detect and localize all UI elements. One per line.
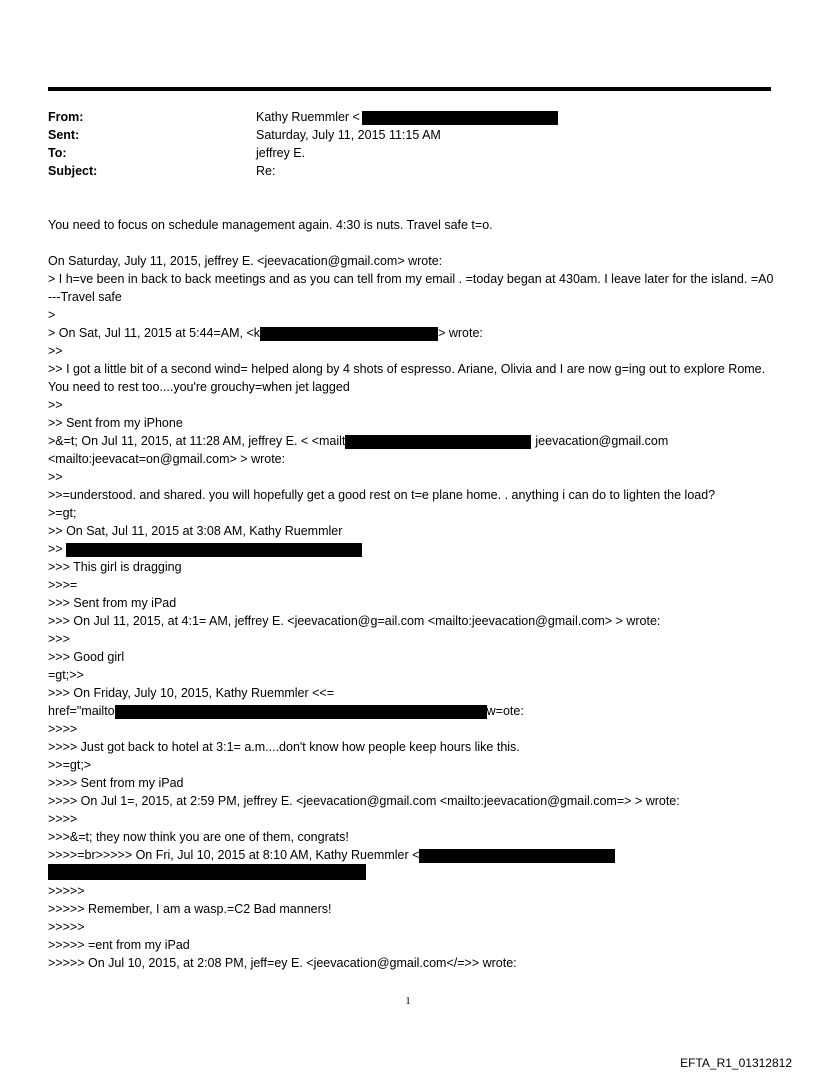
redaction-bar [260,327,438,341]
body-line: >>>&=t; they now think you are one of them, congrats! [48,830,349,844]
body-line: >>> [48,632,70,646]
subject-label: Subject: [48,164,98,178]
body-line: >=gt; [48,506,77,520]
body-line: >>> Good girl [48,650,125,664]
body-line: You need to focus on schedule management again. 4:30 is nuts. Travel safe t=o. [48,218,493,232]
body-line: >> On Sat, Jul 11, 2015 at 3:08 AM, Kathy Ruemmler [48,524,343,538]
body-line: >>>= [48,578,78,592]
bates-number: EFTA_R1_01312812 [680,1056,792,1070]
redaction-bar [66,543,362,557]
body-line: >>>> On Jul 1=, 2015, at 2:59 PM, jeffrey E. <jeevacation@gmail.com <mailto:jeevacation@gmail.com=> > wrote: [48,794,680,808]
body-line: >>> On Jul 11, 2015, at 4:1= AM, jeffrey E. <jeevacation@g=ail.com <mailto:jeevacation@gmail.com> > wrote: [48,614,661,628]
sent-label: Sent: [48,128,80,142]
to-label: To: [48,146,67,160]
body-line: >>>> Just got back to hotel at 3:1= a.m....don't know how people keep hours like this. [48,740,520,754]
body-line: >> [48,470,63,484]
body-text: > wrote: [438,326,483,340]
body-line: >> [48,398,63,412]
body-line: >>>>> [48,884,85,898]
body-line: =gt;>> [48,668,84,682]
body-line: >>> Sent from my iPad [48,596,177,610]
body-line: >>>> [48,812,78,826]
body-line [48,702,778,720]
body-line [48,540,778,558]
redaction-bar [362,111,558,125]
body-line: >> I got a little bit of a second wind= helped along by 4 shots of espresso. Ariane, Olivia and I are now g=ing out to explore Rome. You need to rest too....you're grouchy=when jet lagged [48,362,766,394]
body-line [48,324,778,342]
to-value: jeffrey E. [256,146,306,160]
email-body [48,216,778,972]
body-line: >>>> [48,722,78,736]
body-line: >>> On Friday, July 10, 2015, Kathy Ruemmler <<= [48,686,335,700]
body-line: >>=gt;> [48,758,92,772]
header-rule [48,87,771,91]
body-line: >>>>> Remember, I am a wasp.=C2 Bad manners! [48,902,332,916]
body-text: href="mailto [48,704,115,718]
subject-value: Re: [256,164,276,178]
body-line: <mailto:jeevacat=on@gmail.com> > wrote: [48,452,286,466]
body-text: > On Sat, Jul 11, 2015 at 5:44=AM, <k [48,326,261,340]
body-line: >>>>> [48,920,85,934]
sent-value: Saturday, July 11, 2015 11:15 AM [256,128,441,142]
body-line: On Saturday, July 11, 2015, jeffrey E. <jeevacation@gmail.com> wrote: [48,254,443,268]
body-line: >> [48,344,63,358]
page-number: 1 [405,995,411,1007]
body-line: >>>>> =ent from my iPad [48,938,190,952]
body-text: >&=t; On Jul 11, 2015, at 11:28 AM, jeffrey E. < <mailt [48,434,346,448]
from-value [256,108,558,126]
body-text: jeevacation@gmail.com [535,434,669,448]
body-text: >>>>=br>>>>> On Fri, Jul 10, 2015 at 8:10 AM, Kathy Ruemmler < [48,848,420,862]
body-line [48,846,778,864]
body-line: >>> This girl is dragging [48,560,182,574]
body-line [48,864,778,882]
from-name: Kathy Ruemmler < [256,110,360,124]
redaction-bar [115,705,487,719]
redaction-bar [48,864,366,880]
body-line [48,432,778,450]
blank-line [48,234,778,252]
body-line: >>>>> On Jul 10, 2015, at 2:08 PM, jeff=ey E. <jeevacation@gmail.com</=>> wrote: [48,956,517,970]
redaction-bar [419,849,615,863]
body-line: > I h=ve been in back to back meetings and as you can tell from my email . =today began at 430am. I leave later for the island. =A0 ---Travel safe [48,272,774,304]
body-line: >> Sent from my iPhone [48,416,183,430]
body-text: >> [48,542,63,556]
body-line: > [48,308,56,322]
from-label: From: [48,110,84,124]
body-line: >>=understood. and shared. you will hopefully get a good rest on t=e plane home. . anything i can do to lighten the load? [48,488,716,502]
body-line: >>>> Sent from my iPad [48,776,184,790]
body-text: w=ote: [486,704,524,718]
redaction-bar [345,435,531,449]
